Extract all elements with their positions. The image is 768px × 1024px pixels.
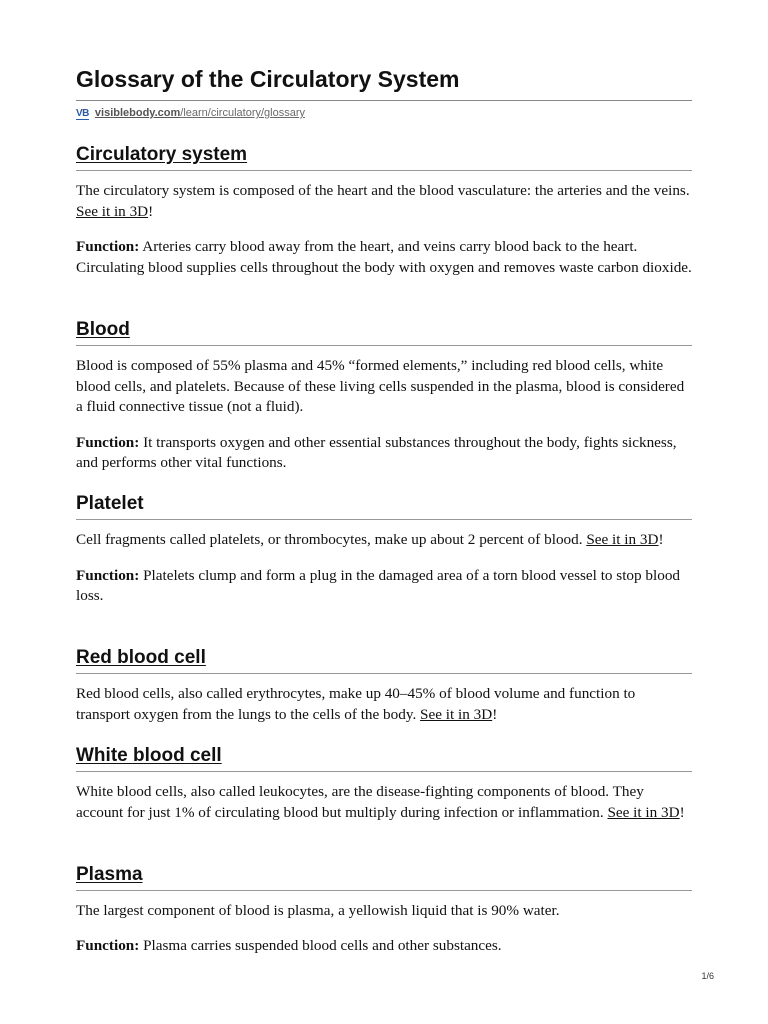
section-circulatory-system: [76, 143, 692, 278]
function-label: Function:: [76, 566, 140, 584]
page-indicator: 1/6: [701, 971, 714, 981]
section-plasma: [76, 863, 692, 956]
function-paragraph: Function: Plasma carries suspended blood cells and other substances.: [76, 936, 502, 954]
definition-paragraph: Blood is composed of 55% plasma and 45% “formed elements,” including red blood cells, white blood cells, and platelets. Because of these living cells suspended in the plasma, blood is considered a fluid connective tissue (not a fluid).: [76, 357, 685, 415]
visible-body-logo-icon: VB: [76, 107, 89, 119]
function-paragraph: Function: It transports oxygen and other essential substances throughout the body, fights sickness, and performs other vital functions.: [76, 433, 677, 471]
function-paragraph: Function: Platelets clump and form a plug in the damaged area of a torn blood vessel to stop blood loss.: [76, 566, 681, 604]
section-heading: Plasma: [76, 863, 692, 891]
function-label: Function:: [76, 936, 140, 954]
definition-paragraph: The largest component of blood is plasma, a yellowish liquid that is 90% water.: [76, 902, 560, 919]
section-white-blood-cell: [76, 744, 692, 823]
source-url[interactable]: [76, 107, 305, 119]
section-blood: [76, 318, 692, 474]
section-heading: White blood cell: [76, 744, 692, 772]
see-in-3d-link[interactable]: See it in 3D: [607, 803, 680, 821]
definition-paragraph: The circulatory system is composed of the heart and the blood vasculature: the arteries and the veins. See it in 3D!: [76, 182, 690, 220]
definition-paragraph: Cell fragments called platelets, or thrombocytes, make up about 2 percent of blood. See it in 3D!: [76, 531, 664, 548]
section-heading: Circulatory system: [76, 143, 692, 171]
section-heading: Red blood cell: [76, 646, 692, 674]
section-heading: Platelet: [76, 492, 692, 520]
function-label: Function:: [76, 433, 140, 451]
source-domain-link[interactable]: visiblebody.com: [94, 107, 181, 119]
see-in-3d-link[interactable]: See it in 3D: [420, 705, 493, 723]
source-path-link[interactable]: /learn/circulatory/glossary: [180, 107, 305, 119]
definition-paragraph: Red blood cells, also called erythrocytes, make up 40–45% of blood volume and function to transport oxygen from the lungs to the cells of the body. See it in 3D!: [76, 685, 636, 723]
section-heading: Blood: [76, 318, 692, 346]
section-platelet: [76, 492, 692, 607]
definition-paragraph: White blood cells, also called leukocytes, are the disease-fighting components of blood. They account for just 1% of circulating blood but multiply during infection or inflammation. See it in 3D!: [76, 783, 685, 821]
see-in-3d-link[interactable]: See it in 3D: [76, 202, 149, 220]
title-divider: [76, 100, 692, 101]
see-in-3d-link[interactable]: See it in 3D: [586, 531, 659, 548]
function-paragraph: Function: Arteries carry blood away from the heart, and veins carry blood back to the heart. Circulating blood supplies cells throughout the body with oxygen and removes waste carbon dioxide.: [76, 238, 692, 276]
section-red-blood-cell: [76, 646, 692, 725]
page-title: Glossary of the Circulatory System: [76, 66, 460, 92]
function-label: Function:: [76, 238, 140, 255]
